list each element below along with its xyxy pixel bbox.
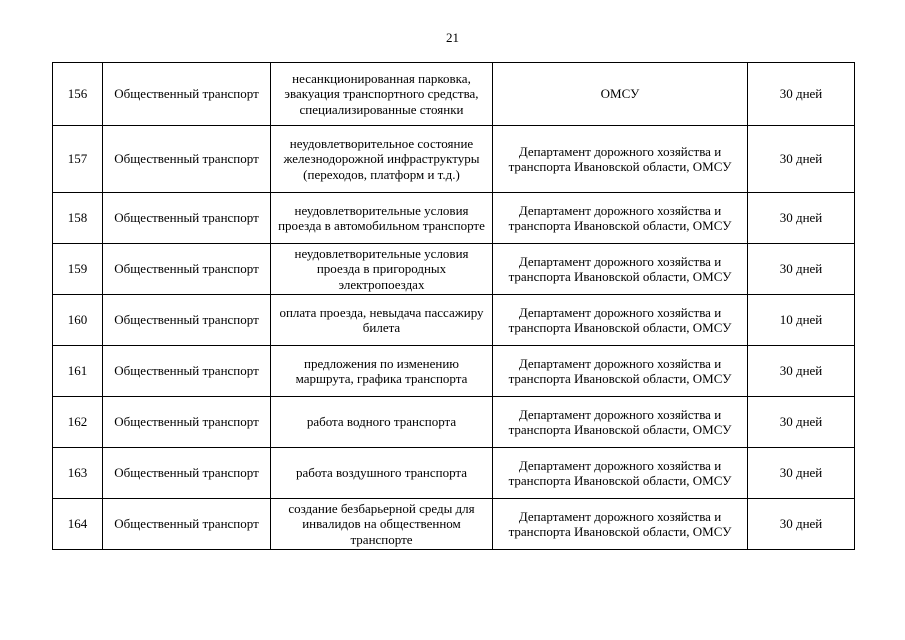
page-number: 21 — [446, 30, 459, 45]
term-cell: 10 дней — [748, 295, 855, 346]
term-cell: 30 дней — [748, 193, 855, 244]
authority-cell: Департамент дорожного хозяйства и транспорта Ивановской области, ОМСУ — [493, 244, 748, 295]
transport-issues-table — [52, 62, 855, 550]
term-cell: 30 дней — [748, 126, 855, 193]
issue-cell: работа водного транспорта — [271, 397, 493, 448]
table-row — [53, 295, 855, 346]
issue-cell: неудовлетворительные условия проезда в пригородных электропоездах — [271, 244, 493, 295]
table-row — [53, 448, 855, 499]
row-number-cell: 157 — [53, 126, 103, 193]
category-cell: Общественный транспорт — [103, 63, 271, 126]
term-cell: 30 дней — [748, 397, 855, 448]
category-cell: Общественный транспорт — [103, 499, 271, 550]
category-cell: Общественный транспорт — [103, 397, 271, 448]
authority-cell: Департамент дорожного хозяйства и транспорта Ивановской области, ОМСУ — [493, 346, 748, 397]
issue-cell: работа воздушного транспорта — [271, 448, 493, 499]
row-number-cell: 160 — [53, 295, 103, 346]
issue-cell: несанкционированная парковка, эвакуация транспортного средства, специализированные стоянки — [271, 63, 493, 126]
authority-cell: Департамент дорожного хозяйства и транспорта Ивановской области, ОМСУ — [493, 448, 748, 499]
category-cell: Общественный транспорт — [103, 346, 271, 397]
category-cell: Общественный транспорт — [103, 295, 271, 346]
term-cell: 30 дней — [748, 346, 855, 397]
authority-cell: Департамент дорожного хозяйства и транспорта Ивановской области, ОМСУ — [493, 295, 748, 346]
authority-cell: Департамент дорожного хозяйства и транспорта Ивановской области, ОМСУ — [493, 193, 748, 244]
table-row — [53, 63, 855, 126]
term-cell: 30 дней — [748, 244, 855, 295]
table-row — [53, 346, 855, 397]
category-cell: Общественный транспорт — [103, 193, 271, 244]
table-row — [53, 244, 855, 295]
issue-cell: создание безбарьерной среды для инвалидов на общественном транспорте — [271, 499, 493, 550]
row-number-cell: 161 — [53, 346, 103, 397]
category-cell: Общественный транспорт — [103, 448, 271, 499]
authority-cell: Департамент дорожного хозяйства и транспорта Ивановской области, ОМСУ — [493, 126, 748, 193]
authority-cell: ОМСУ — [493, 63, 748, 126]
term-cell: 30 дней — [748, 448, 855, 499]
term-cell: 30 дней — [748, 499, 855, 550]
issue-cell: неудовлетворительное состояние железнодорожной инфраструктуры (переходов, платформ и т.д.) — [271, 126, 493, 193]
authority-cell: Департамент дорожного хозяйства и транспорта Ивановской области, ОМСУ — [493, 499, 748, 550]
row-number-cell: 159 — [53, 244, 103, 295]
row-number-cell: 156 — [53, 63, 103, 126]
issue-cell: неудовлетворительные условия проезда в автомобильном транспорте — [271, 193, 493, 244]
issue-cell: оплата проезда, невыдача пассажиру билета — [271, 295, 493, 346]
table-row — [53, 499, 855, 550]
table-row — [53, 193, 855, 244]
row-number-cell: 163 — [53, 448, 103, 499]
authority-cell: Департамент дорожного хозяйства и транспорта Ивановской области, ОМСУ — [493, 397, 748, 448]
category-cell: Общественный транспорт — [103, 126, 271, 193]
table-row — [53, 397, 855, 448]
term-cell: 30 дней — [748, 63, 855, 126]
row-number-cell: 162 — [53, 397, 103, 448]
row-number-cell: 164 — [53, 499, 103, 550]
category-cell: Общественный транспорт — [103, 244, 271, 295]
issue-cell: предложения по изменению маршрута, графика транспорта — [271, 346, 493, 397]
row-number-cell: 158 — [53, 193, 103, 244]
table-row — [53, 126, 855, 193]
